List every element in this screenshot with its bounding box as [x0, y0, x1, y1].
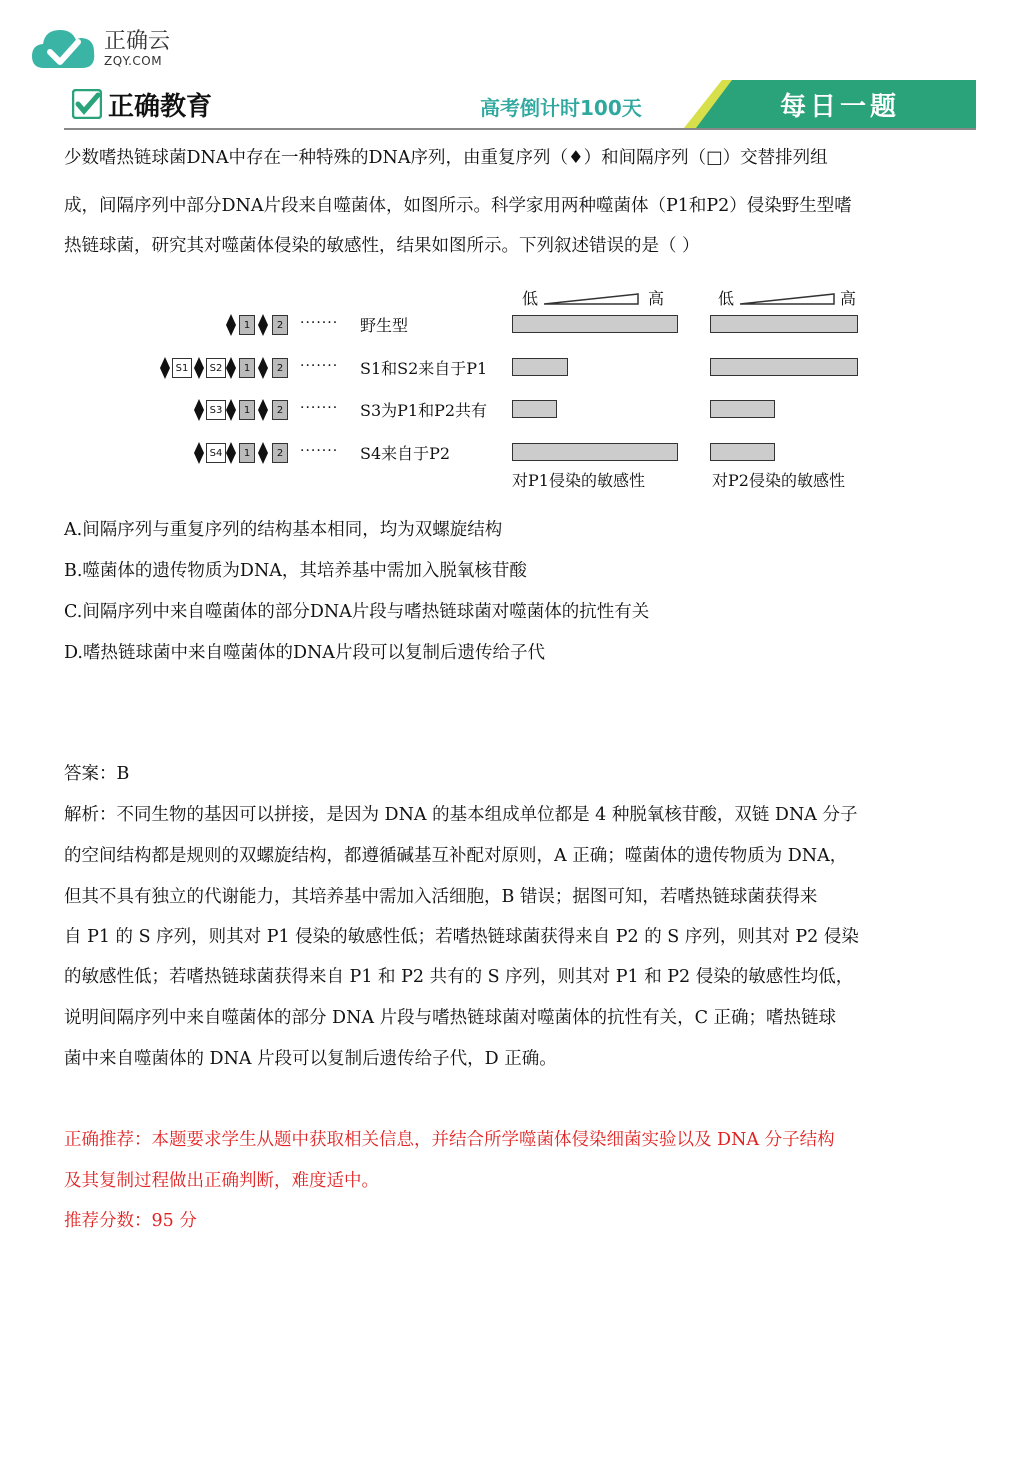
repeat-diamond-icon	[226, 357, 236, 379]
bar-p2-wildtype	[710, 315, 858, 333]
bar-p1-s1s2	[512, 358, 568, 376]
brand-name-cn: 正确云	[104, 29, 171, 54]
repeat-diamond-icon	[258, 314, 268, 336]
recommend-score: 推荐分数：95 分	[64, 1211, 197, 1231]
brand-name-en: ZQY.COM	[104, 54, 163, 68]
spacer-box: 2	[272, 358, 288, 378]
checkbox-icon	[72, 89, 102, 119]
bar-p1-s4	[512, 443, 678, 461]
row-label: S3为P1和P2共有	[360, 401, 488, 420]
repeat-diamond-icon	[226, 442, 236, 464]
dna-sequence-figure	[150, 282, 890, 497]
option-b: B.噬菌体的遗传物质为DNA，其培养基中需加入脱氧核苷酸	[64, 561, 527, 581]
spacer-box: 1	[239, 400, 255, 420]
chart-xlabel: 对P2侵染的敏感性	[712, 471, 845, 490]
repeat-diamond-icon	[226, 314, 236, 336]
spacer-box: S1	[172, 358, 192, 378]
daily-question-title: 每日一题	[780, 92, 901, 122]
scale-low-label: 低	[522, 289, 539, 308]
question-line-1: 少数嗜热链球菌DNA中存在一种特殊的DNA序列，由重复序列（♦）和间隔序列（□）交替排列组	[64, 148, 828, 168]
leader-dots: ·······	[300, 443, 339, 459]
repeat-diamond-icon	[160, 357, 170, 379]
header-banner	[64, 80, 976, 130]
analysis-line: 的敏感性低；若嗜热链球菌获得来自 P1 和 P2 共有的 S 序列，则其对 P1 和 P2 侵染的敏感性均低，	[64, 967, 854, 987]
option-a: A.间隔序列与重复序列的结构基本相同，均为双螺旋结构	[64, 520, 503, 540]
row-label: S1和S2来自于P1	[360, 359, 488, 378]
spacer-box: 1	[239, 315, 255, 335]
bar-p1-wildtype	[512, 315, 678, 333]
gradient-wedge-icon	[740, 292, 836, 306]
option-d: D.嗜热链球菌中来自噬菌体的DNA片段可以复制后遗传给子代	[64, 643, 545, 663]
analysis-line: 的空间结构都是规则的双螺旋结构，都遵循碱基互补配对原则，A 正确；噬菌体的遗传物质为 DNA，	[64, 846, 848, 866]
repeat-diamond-icon	[194, 357, 204, 379]
spacer-box: 2	[272, 443, 288, 463]
bar-p2-s3	[710, 400, 775, 418]
analysis-line: 菌中来自噬菌体的 DNA 片段可以复制后遗传给子代，D 正确。	[64, 1049, 557, 1069]
question-line-3: 热链球菌，研究其对噬菌体侵染的敏感性，结果如图所示。下列叙述错误的是（ ）	[64, 236, 700, 256]
repeat-diamond-icon	[194, 442, 204, 464]
row-label: 野生型	[360, 316, 409, 335]
leader-dots: ·······	[300, 358, 339, 374]
repeat-diamond-icon	[226, 399, 236, 421]
row-label: S4来自于P2	[360, 444, 451, 463]
repeat-diamond-icon	[258, 399, 268, 421]
spacer-box: S3	[206, 400, 226, 420]
analysis-line: 说明间隔序列中来自噬菌体的部分 DNA 片段与嗜热链球菌对噬菌体的抗性有关，C 正确；嗜热链球	[64, 1008, 837, 1028]
repeat-diamond-icon	[258, 357, 268, 379]
leader-dots: ·······	[300, 400, 339, 416]
repeat-diamond-icon	[194, 399, 204, 421]
spacer-box: S4	[206, 443, 226, 463]
header-divider	[64, 128, 976, 130]
spacer-box: 2	[272, 315, 288, 335]
edu-brand-name: 正确教育	[108, 92, 213, 122]
gradient-wedge-icon	[544, 292, 640, 306]
bar-p1-s3	[512, 400, 557, 418]
option-c: C.间隔序列中来自噬菌体的部分DNA片段与嗜热链球菌对噬菌体的抗性有关	[64, 602, 650, 622]
analysis-line: 解析：不同生物的基因可以拼接，是因为 DNA 的基本组成单位都是 4 种脱氧核苷酸，双链 DNA 分子	[64, 805, 858, 825]
question-line-2: 成，间隔序列中部分DNA片段来自噬菌体，如图所示。科学家用两种噬菌体（P1和P2）侵染野生型嗜	[64, 196, 852, 216]
leader-dots: ·······	[300, 315, 339, 331]
scale-high-label: 高	[648, 289, 665, 308]
analysis-line: 但其不具有独立的代谢能力，其培养基中需加入活细胞，B 错误；据图可知，若嗜热链球菌获得来	[64, 887, 818, 907]
repeat-diamond-icon	[258, 442, 268, 464]
spacer-box: 1	[239, 358, 255, 378]
spacer-box: S2	[206, 358, 226, 378]
cloud-check-icon	[30, 22, 98, 74]
analysis-line: 自 P1 的 S 序列，则其对 P1 侵染的敏感性低；若嗜热链球菌获得来自 P2 的 S 序列，则其对 P2 侵染	[64, 927, 859, 947]
spacer-box: 1	[239, 443, 255, 463]
bar-p2-s4	[710, 443, 775, 461]
zqy-logo	[30, 22, 200, 74]
recommend-line: 及其复制过程做出正确判断，难度适中。	[64, 1171, 379, 1191]
chart-xlabel: 对P1侵染的敏感性	[512, 471, 645, 490]
spacer-box: 2	[272, 400, 288, 420]
countdown-label: 高考倒计时100天	[480, 96, 642, 120]
answer-line: 答案：B	[64, 764, 130, 784]
recommend-line: 正确推荐：本题要求学生从题中获取相关信息，并结合所学噬菌体侵染细菌实验以及 DNA 分子结构	[64, 1130, 835, 1150]
bar-p2-s1s2	[710, 358, 858, 376]
scale-high-label: 高	[840, 289, 857, 308]
scale-low-label: 低	[718, 289, 735, 308]
